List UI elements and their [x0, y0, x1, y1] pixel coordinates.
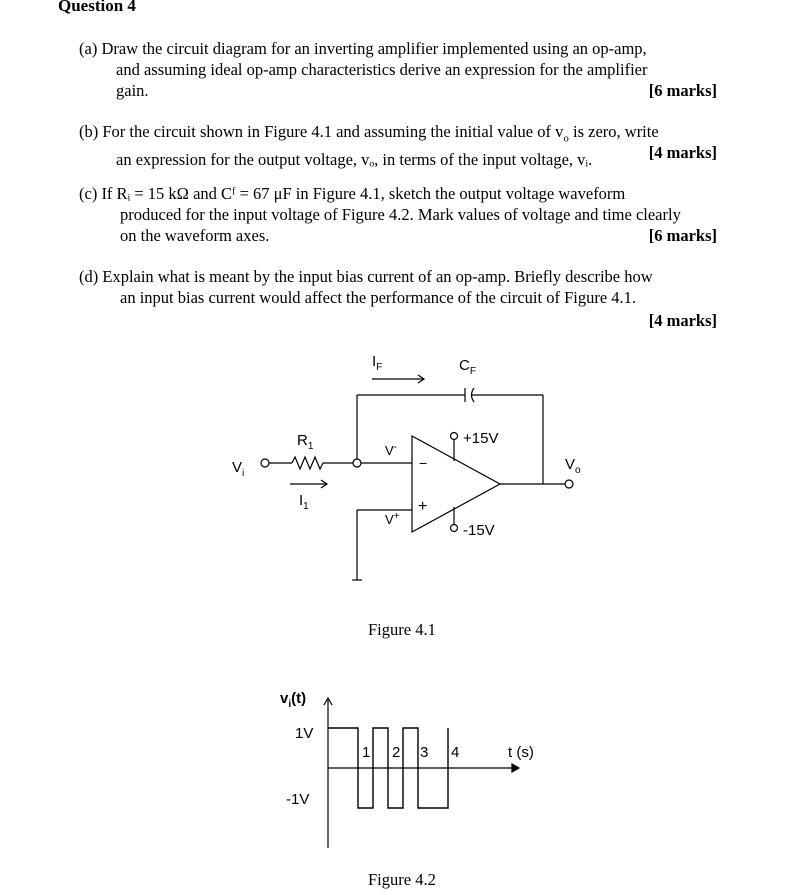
label-cf: $C_F$ — [459, 357, 476, 377]
x-axis-label: t (s) — [508, 744, 534, 761]
figure-4-2-caption: Figure 4.2 — [368, 870, 436, 889]
figure-4-1-caption: Figure 4.1 — [368, 620, 436, 639]
part-c-line2: produced for the input voltage of Figure 4.2. Mark values of voltage and time clearly — [120, 205, 681, 224]
label-vi: $V_i$ — [232, 459, 245, 479]
part-c-marks: [6 marks] — [648, 226, 717, 245]
label-vminus: V- — [385, 442, 398, 458]
label-supply-neg: -15V — [463, 522, 495, 539]
label-vo: $V_o$ — [565, 456, 581, 476]
part-b-line1-text: (b) For the circuit shown in Figure 4.1 and assuming the initial value of v — [79, 122, 564, 141]
question-title: Question 4 — [58, 0, 136, 15]
y-tick-high: 1V — [295, 725, 314, 742]
part-d-marks: [4 marks] — [648, 311, 717, 330]
x-axis-arrowhead — [512, 764, 519, 772]
label-i1: $I_1$ — [299, 492, 309, 512]
part-b-line1-end: is zero, write — [568, 122, 659, 141]
chart-text — [280, 690, 534, 808]
part-b-marks: [4 marks] — [648, 143, 717, 162]
label-minus-sign: − — [419, 455, 428, 471]
label-if: $I_F$ — [372, 353, 383, 373]
vo-subscript: o — [563, 132, 569, 145]
y-tick-low: -1V — [286, 791, 310, 808]
part-d-line2: an input bias current would affect the performance of the circuit of Figure 4.1. — [120, 288, 637, 307]
part-b-line2: an expression for the output voltage, vₒ, in terms of the input voltage, vᵢ. — [116, 150, 593, 170]
x-tick-3: 3 — [420, 744, 429, 761]
label-plus-sign: + — [418, 498, 428, 515]
part-c-line1: (c) If Rᵢ = 15 kΩ and Cᶠ = 67 μF in Figure 4.1, sketch the output voltage waveform — [79, 184, 626, 203]
y-axis-label: $v_i(t)$ — [280, 690, 307, 710]
label-vplus: V+ — [385, 511, 400, 527]
x-tick-4: 4 — [451, 744, 460, 761]
x-tick-2: 2 — [392, 744, 401, 761]
part-a-marks: [6 marks] — [648, 81, 717, 100]
part-d-line1: (d) Explain what is meant by the input bias current of an op-amp. Briefly describe how — [79, 267, 653, 286]
x-tick-1: 1 — [362, 744, 371, 761]
part-a-line2: and assuming ideal op-amp characteristics derive an expression for the amplifier — [116, 60, 648, 79]
chart-axes — [324, 698, 519, 848]
part-a-line1: (a) Draw the circuit diagram for an inverting amplifier implemented using an op-amp, — [79, 39, 647, 58]
label-r1: $R_1$ — [297, 432, 314, 452]
part-c-line3: on the waveform axes. — [120, 226, 270, 245]
label-supply-pos: +15V — [463, 430, 499, 447]
part-a-line3: gain. — [116, 81, 149, 100]
